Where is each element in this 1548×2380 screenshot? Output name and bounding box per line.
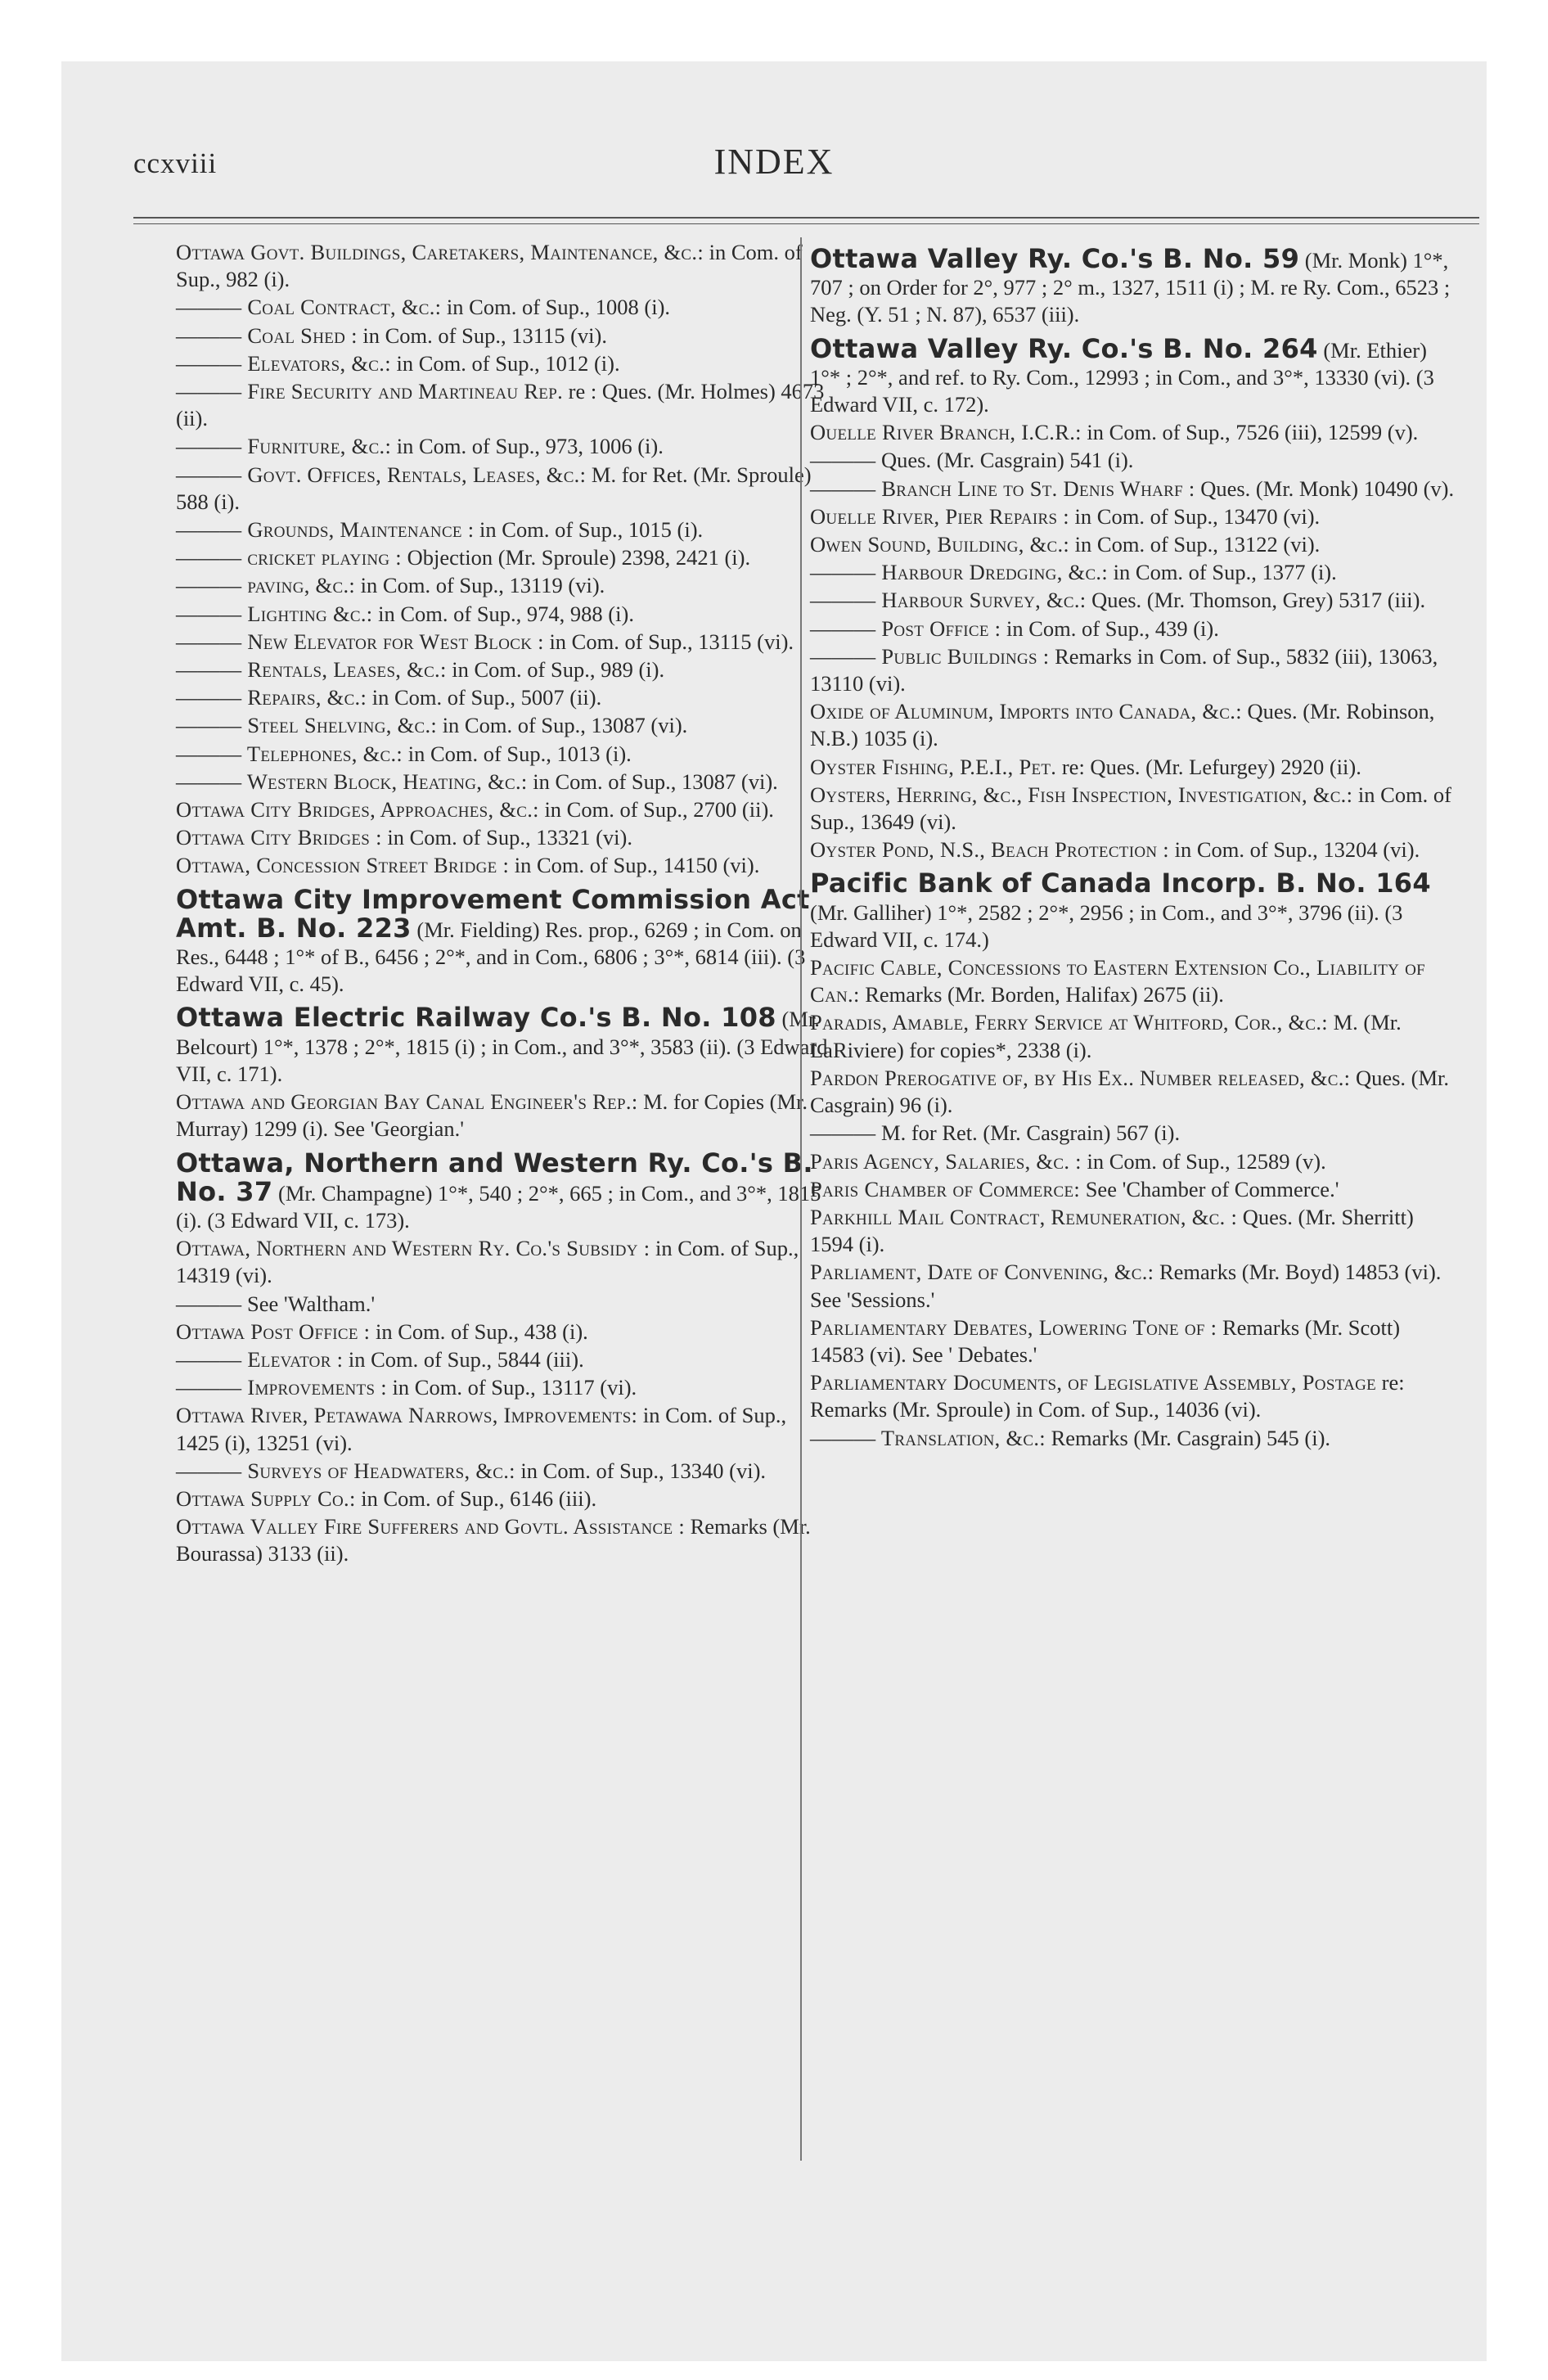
- index-entry: [810, 243, 1456, 329]
- entry-reference: in Com. of Sup., 13119 (vi).: [355, 573, 605, 598]
- index-entry: [176, 516, 830, 543]
- index-entry: [176, 1374, 830, 1401]
- entry-heading: Parkhill Mail Contract, Remuneration, &c. :: [810, 1204, 1238, 1229]
- entry-heading: ——— Fire Security and Martineau Rep.: [176, 379, 563, 404]
- entry-heading: Ottawa City Bridges :: [176, 825, 382, 850]
- entry-heading: Paradis, Amable, Ferry Service at Whitford, Cor., &c.:: [810, 1010, 1328, 1035]
- index-entry: [176, 294, 830, 321]
- entry-reference: (Mr. Galliher) 1°*, 2582 ; 2°*, 2956 ; in Com., and 3°*, 3796 (ii). (3 Edward VII, c. 174.): [810, 899, 1403, 952]
- index-entry: [810, 754, 1456, 781]
- entry-reference: Ques. (Mr. Monk) 10490 (v).: [1195, 476, 1455, 501]
- entry-reference: re: Ques. (Mr. Lefurgey) 2920 (ii).: [1056, 754, 1361, 779]
- index-entry: [176, 629, 830, 656]
- index-entry: [176, 796, 830, 823]
- entry-heading: ——— Surveys of Headwaters, &c.:: [176, 1458, 515, 1483]
- entry-reference: M. for Copies (Mr. Murray) 1299 (i). See 'Georgian.': [176, 1089, 808, 1142]
- index-entry: [176, 852, 830, 879]
- entry-reference: in Com. of Sup., 5844 (iii).: [343, 1346, 584, 1372]
- entry-reference: in Com. of Sup., 13649 (vi).: [810, 782, 1452, 835]
- entry-heading: ——— Coal Contract, &c.:: [176, 295, 442, 320]
- entry-heading: Paris Agency, Salaries, &c. :: [810, 1148, 1082, 1174]
- index-entry: [176, 1235, 830, 1289]
- entry-reference: in Com. of Sup., 439 (i).: [1001, 615, 1219, 641]
- entry-reference: in Com. of Sup., 974, 988 (i).: [372, 601, 634, 626]
- index-entry: [176, 824, 830, 851]
- entry-heading: Owen Sound, Building, &c.:: [810, 532, 1070, 557]
- index-entry: [810, 836, 1456, 863]
- entry-reference: in Com. of Sup., 973, 1006 (i).: [391, 434, 664, 459]
- entry-heading: Ottawa Supply Co.:: [176, 1485, 356, 1511]
- index-entry: [810, 332, 1456, 419]
- entry-heading: Ottawa Post Office :: [176, 1318, 371, 1344]
- entry-reference: in Com. of Sup., 1425 (i), 13251 (vi).: [176, 1403, 787, 1455]
- entry-heading: ———: [810, 1120, 876, 1146]
- index-entry: [810, 782, 1456, 836]
- entry-heading: Ottawa River, Petawawa Narrows, Improvements:: [176, 1403, 638, 1428]
- index-entry: [810, 1314, 1456, 1368]
- entry-heading: ———: [810, 448, 876, 473]
- index-entry: [176, 656, 830, 683]
- index-entry: [810, 1369, 1456, 1423]
- entry-reference: (Mr. Fielding) Res. prop., 6269 ; in Com. on Res., 6448 ; 1°* of B., 6456 ; 2°*, and in Com., 6806 ; 3°*, 6814 (iii). (3 Edward VII, c. 45).: [176, 917, 806, 997]
- entry-heading: ——— Translation, &c.:: [810, 1425, 1046, 1450]
- entry-heading: Ottawa, Northern and Western Ry. Co.'s Subsidy :: [176, 1236, 650, 1261]
- entry-reference: in Com. of Sup., 12589 (v).: [1081, 1148, 1326, 1174]
- index-entry: [176, 572, 830, 599]
- entry-reference: See 'Waltham.': [241, 1291, 376, 1316]
- entry-reference: Ques. (Mr. Casgrain) 96 (i).: [810, 1065, 1450, 1118]
- entry-heading: Ottawa Govt. Buildings, Caretakers, Maintenance, &c.:: [176, 240, 704, 264]
- entry-reference: in Com. of Sup., 1013 (i).: [403, 741, 632, 766]
- entry-reference: Remarks (Mr. Scott) 14583 (vi). See ' Debates.': [810, 1314, 1401, 1367]
- entry-reference: (Mr. Champagne) 1°*, 540 ; 2°*, 665 ; in Com., and 3°*, 1815 (i). (3 Edward VII, c. 173).: [176, 1180, 821, 1233]
- entry-reference: Remarks (Mr. Casgrain) 545 (i).: [1045, 1425, 1331, 1450]
- header-rule: [133, 217, 1479, 219]
- index-entry: [176, 883, 830, 998]
- entry-heading: Oyster Pond, N.S., Beach Protection :: [810, 837, 1169, 863]
- entry-heading: Ouelle River Branch, I.C.R.:: [810, 420, 1082, 445]
- index-entry: [176, 1346, 830, 1373]
- entry-heading: ——— Branch Line to St. Denis Wharf :: [810, 476, 1195, 501]
- index-entry: [810, 698, 1456, 752]
- entry-reference: in Com. of Sup., 1015 (i).: [474, 517, 704, 543]
- index-entry: [176, 239, 830, 293]
- entry-heading: ——— Furniture, &c.:: [176, 434, 392, 459]
- entry-reference: in Com. of Sup., 13117 (vi).: [386, 1375, 637, 1400]
- entry-reference: Ques. (Mr. Robinson, N.B.) 1035 (i).: [810, 699, 1435, 751]
- entry-reference: (Mr. Belcourt) 1°*, 1378 ; 2°*, 1815 (i) ; in Com., and 3°*, 3583 (ii). (3 Edward VII, c. 171).: [176, 1007, 828, 1086]
- entry-heading: Ottawa Valley Fire Sufferers and Govtl. Assistance :: [176, 1514, 685, 1539]
- entry-reference: in Com. of Sup., 1012 (i).: [390, 350, 620, 376]
- entry-heading: ——— Improvements :: [176, 1375, 387, 1400]
- entry-reference: in Com. of Sup., 1377 (i).: [1108, 560, 1337, 585]
- entry-reference: in Com. of Sup., 14319 (vi).: [176, 1236, 799, 1288]
- entry-heading: Ottawa City Improvement Commission Act Amt. B. No. 223: [176, 883, 810, 944]
- index-entry: [810, 615, 1456, 642]
- entry-reference: (Mr. Monk) 1°*, 707 ; on Order for 2°, 977 ; 2° m., 1327, 1511 (i) ; M. re Ry. Com., 6523 ; Neg. (Y. 51 ; N. 87), 6537 (iii).: [810, 248, 1451, 327]
- entry-heading: ——— paving, &c.:: [176, 573, 356, 598]
- entry-reference: in Com. of Sup., 13321 (vi).: [381, 825, 632, 850]
- entry-reference: in Com. of Sup., 982 (i).: [176, 240, 803, 292]
- entry-heading: Pacific Cable, Concessions to Eastern Extension Co., Liability of Can.:: [810, 955, 1425, 1007]
- entry-reference: re : Ques. (Mr. Holmes) 4673 (ii).: [176, 379, 825, 431]
- entry-heading: Ottawa, Concession Street Bridge :: [176, 853, 510, 878]
- index-entry: [176, 741, 830, 768]
- entry-heading: ——— Steel Shelving, &c.:: [176, 713, 438, 738]
- entry-heading: Ottawa and Georgian Bay Canal Engineer's Rep.:: [176, 1089, 638, 1115]
- entry-reference: See 'Chamber of Commerce.': [1080, 1176, 1339, 1201]
- entry-heading: Pacific Bank of Canada Incorp. B. No. 164: [810, 868, 1431, 899]
- entry-reference: Ques. (Mr. Sherritt) 1594 (i).: [810, 1204, 1414, 1257]
- entry-reference: in Com. of Sup., 13115 (vi).: [357, 322, 607, 348]
- index-entry: [176, 433, 830, 460]
- entry-heading: Pardon Prerogative of, by His Ex.. Number released, &c.:: [810, 1065, 1351, 1090]
- index-entry: [176, 378, 830, 432]
- index-entry: [176, 544, 830, 571]
- entry-heading: Oxide of Aluminum, Imports into Canada, &c.:: [810, 699, 1242, 724]
- entry-reference: Ques. (Mr. Thomson, Grey) 5317 (iii).: [1086, 588, 1426, 613]
- entry-reference: in Com. of Sup., 13340 (vi).: [515, 1458, 767, 1483]
- index-entry: [810, 1065, 1456, 1119]
- entry-reference: in Com. of Sup., 13204 (vi).: [1168, 837, 1420, 863]
- index-entry: [810, 447, 1456, 474]
- entry-reference: Remarks (Mr. Boyd) 14853 (vi). See 'Sessions.': [810, 1260, 1442, 1312]
- entry-reference: in Com. of Sup., 1008 (i).: [441, 295, 671, 320]
- index-entry: [810, 503, 1456, 530]
- index-entry: [176, 1147, 830, 1235]
- entry-reference: in Com. of Sup., 438 (i).: [370, 1318, 588, 1344]
- entry-reference: in Com. of Sup., 13115 (vi).: [543, 629, 794, 654]
- entry-reference: in Com. of Sup., 13087 (vi).: [527, 769, 778, 794]
- entry-reference: Remarks (Mr. Borden, Halifax) 2675 (ii).: [859, 982, 1224, 1007]
- entry-heading: Parliamentary Documents, of Legislative Assembly, Postage: [810, 1370, 1377, 1395]
- index-entry: [176, 1458, 830, 1485]
- entry-reference: in Com. of Sup., 2700 (ii).: [538, 797, 774, 823]
- index-entry: [176, 1004, 830, 1088]
- index-entry: [810, 559, 1456, 586]
- right-column: [810, 239, 1456, 1453]
- entry-heading: Oyster Fishing, P.E.I., Pet.: [810, 754, 1057, 779]
- entry-heading: Parliament, Date of Convening, &c.:: [810, 1260, 1154, 1285]
- index-entry: [810, 587, 1456, 614]
- index-entry: [810, 954, 1456, 1008]
- entry-heading: Parliamentary Debates, Lowering Tone of :: [810, 1314, 1217, 1340]
- index-entry: [810, 1009, 1456, 1063]
- entry-reference: M. (Mr. LaRiviere) for copies*, 2338 (i).: [810, 1010, 1402, 1062]
- column-divider: [800, 237, 802, 2161]
- entry-reference: in Com. of Sup., 7526 (iii), 12599 (v).: [1081, 420, 1419, 445]
- index-entry: [810, 1425, 1456, 1452]
- index-entry: [176, 350, 830, 377]
- index-entry: [176, 322, 830, 349]
- index-entry: [810, 1204, 1456, 1258]
- entry-reference: in Com. of Sup., 5007 (ii).: [367, 685, 602, 710]
- entry-heading: ——— Elevators, &c.:: [176, 350, 391, 376]
- index-entry: [176, 1291, 830, 1318]
- header-rule-thin: [133, 223, 1479, 224]
- index-entry: [176, 1513, 830, 1567]
- entry-reference: (Mr. Ethier) 1°* ; 2°*, and ref. to Ry. Com., 12993 ; in Com., and 3°*, 13330 (vi). (3 Edward VII, c. 172).: [810, 337, 1434, 417]
- index-entry: [810, 476, 1456, 503]
- index-entry: [810, 643, 1456, 697]
- entry-heading: ——— cricket playing :: [176, 545, 402, 570]
- index-entry: [176, 712, 830, 739]
- entry-heading: Ottawa, Northern and Western Ry. Co.'s B. No. 37: [176, 1147, 813, 1207]
- index-entry: [810, 531, 1456, 558]
- entry-reference: M. for Ret. (Mr. Sproule) 588 (i).: [176, 462, 812, 514]
- page-number: ccxviii: [133, 147, 218, 179]
- entry-heading: ——— Elevator :: [176, 1346, 344, 1372]
- entry-reference: Ques. (Mr. Casgrain) 541 (i).: [875, 448, 1134, 473]
- entry-heading: Paris Chamber of Commerce:: [810, 1176, 1081, 1201]
- entry-heading: ——— Lighting &c.:: [176, 601, 373, 626]
- entry-reference: in Com. of Sup., 13087 (vi).: [437, 713, 688, 738]
- index-entry: [176, 769, 830, 796]
- index-entry: [176, 1485, 830, 1512]
- entry-heading: ——— New Elevator for West Block :: [176, 629, 544, 654]
- entry-reference: Remarks (Mr. Bourassa) 3133 (ii).: [176, 1514, 811, 1566]
- index-entry: [176, 1318, 830, 1346]
- entry-reference: in Com. of Sup., 13470 (vi).: [1069, 503, 1321, 529]
- entry-heading: ——— Govt. Offices, Rentals, Leases, &c.:: [176, 462, 587, 487]
- entry-reference: re: Remarks (Mr. Sproule) in Com. of Sup., 14036 (vi).: [810, 1370, 1405, 1422]
- entry-heading: ——— Harbour Survey, &c.:: [810, 588, 1087, 613]
- entry-heading: ——— Repairs, &c.:: [176, 685, 367, 710]
- entry-reference: in Com. of Sup., 14150 (vi).: [509, 853, 760, 878]
- entry-reference: M. for Ret. (Mr. Casgrain) 567 (i).: [875, 1120, 1181, 1146]
- index-entry: [176, 1089, 830, 1143]
- entry-reference: Objection (Mr. Sproule) 2398, 2421 (i).: [401, 545, 751, 570]
- index-entry: [176, 684, 830, 711]
- entry-heading: Ottawa Valley Ry. Co.'s B. No. 59: [810, 243, 1300, 274]
- entry-heading: ——— Coal Shed :: [176, 322, 358, 348]
- entry-reference: in Com. of Sup., 13122 (vi).: [1069, 532, 1321, 557]
- entry-heading: ——— Telephones, &c.:: [176, 741, 403, 766]
- index-entry: [176, 1402, 830, 1456]
- index-entry: [810, 1176, 1456, 1203]
- entry-heading: ——— Rentals, Leases, &c.:: [176, 657, 447, 683]
- entry-heading: ———: [176, 1291, 242, 1316]
- entry-heading: ——— Public Buildings :: [810, 643, 1050, 669]
- entry-heading: Ottawa City Bridges, Approaches, &c.:: [176, 797, 539, 823]
- index-entry: [810, 1120, 1456, 1147]
- index-entry: [810, 1259, 1456, 1313]
- entry-reference: in Com. of Sup., 6146 (iii).: [355, 1485, 597, 1511]
- page-title: INDEX: [713, 142, 835, 182]
- index-entry: [176, 462, 830, 516]
- index-entry: [810, 870, 1456, 953]
- entry-heading: Ottawa Valley Ry. Co.'s B. No. 264: [810, 332, 1318, 364]
- entry-heading: Ouelle River, Pier Repairs :: [810, 503, 1069, 529]
- entry-heading: ——— Western Block, Heating, &c.:: [176, 769, 528, 794]
- entry-reference: Remarks in Com. of Sup., 5832 (iii), 13063, 13110 (vi).: [810, 643, 1438, 696]
- entry-heading: ——— Harbour Dredging, &c.:: [810, 560, 1109, 585]
- left-column: [176, 239, 830, 1569]
- entry-heading: ——— Post Office :: [810, 615, 1001, 641]
- entry-reference: in Com. of Sup., 989 (i).: [446, 657, 665, 683]
- entry-heading: Ottawa Electric Railway Co.'s B. No. 108: [176, 1002, 776, 1034]
- index-entry: [810, 419, 1456, 446]
- entry-heading: Oysters, Herring, &c., Fish Inspection, Investigation, &c.:: [810, 782, 1353, 807]
- entry-heading: ——— Grounds, Maintenance :: [176, 517, 475, 543]
- index-entry: [176, 601, 830, 628]
- index-entry: [810, 1148, 1456, 1175]
